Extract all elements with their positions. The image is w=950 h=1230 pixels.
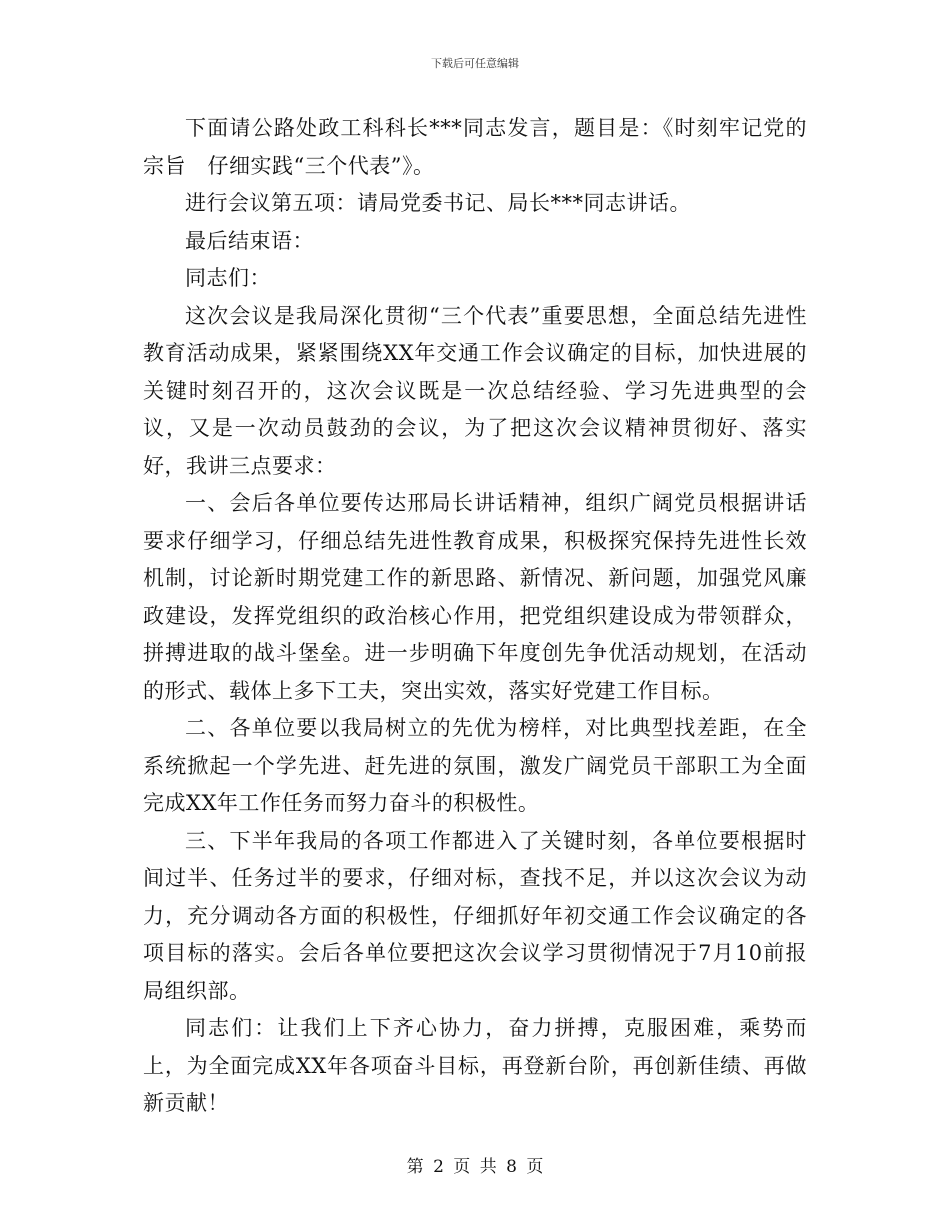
page-header: 下载后可任意编辑: [431, 57, 519, 70]
paragraph-closing-call: 同志们：让我们上下齐心协力，奋力拼搏，克服困难，乘势而上，为全面完成XX年各项奋斗目标，再登新台阶，再创新佳绩、再做新贡献！: [143, 1016, 807, 1115]
paragraph-requirement-two: 二、各单位要以我局树立的先优为榜样，对比典型找差距，在全系统掀起一个学先进、赶先进的氛围，激发广阔党员干部职工为全面完成XX年工作任务而努力奋斗的积极性。: [143, 716, 807, 815]
paragraph-closing-heading: 最后结束语：: [185, 228, 314, 253]
page-footer: 第 2 页 共 8 页: [406, 1157, 544, 1177]
paragraph-speaker-intro: 下面请公路处政工科科长***同志发言，题目是：《时刻牢记党的宗旨 仔细实践“三个代表”》。: [143, 116, 807, 178]
paragraph-salutation: 同志们：: [185, 266, 271, 290]
paragraph-requirement-one: 一、会后各单位要传达邢局长讲话精神，组织广阔党员根据讲话要求仔细学习，仔细总结先进性教育成果，积极探究保持先进性长效机制，讨论新时期党建工作的新思路、新情况、新问题，加强党风廉政建设，发挥党组织的政治核心作用，把党组织建设成为带领群众，拼搏进取的战斗堡垒。进一步明确下年度创先争优活动规划，在活动的形式、载体上多下工夫，突出实效，落实好党建工作目标。: [143, 491, 807, 703]
paragraph-requirement-three: 三、下半年我局的各项工作都进入了关键时刻，各单位要根据时间过半、任务过半的要求，仔细对标，查找不足，并以这次会议为动力，充分调动各方面的积极性，仔细抓好年初交通工作会议确定的各项目标的落实。会后各单位要把这次会议学习贯彻情况于7月10前报局组织部。: [143, 828, 807, 1003]
paragraph-meeting-summary: 这次会议是我局深化贯彻“三个代表”重要思想，全面总结先进性教育活动成果，紧紧围绕XX年交通工作会议确定的目标，加快进展的关键时刻召开的，这次会议既是一次总结经验、学习先进典型的会议，又是一次动员鼓劲的会议，为了把这次会议精神贯彻好、落实好，我讲三点要求：: [143, 303, 807, 478]
paragraph-agenda-item-five: 进行会议第五项：请局党委书记、局长***同志讲话。: [185, 191, 691, 215]
document-body: [143, 110, 807, 1123]
